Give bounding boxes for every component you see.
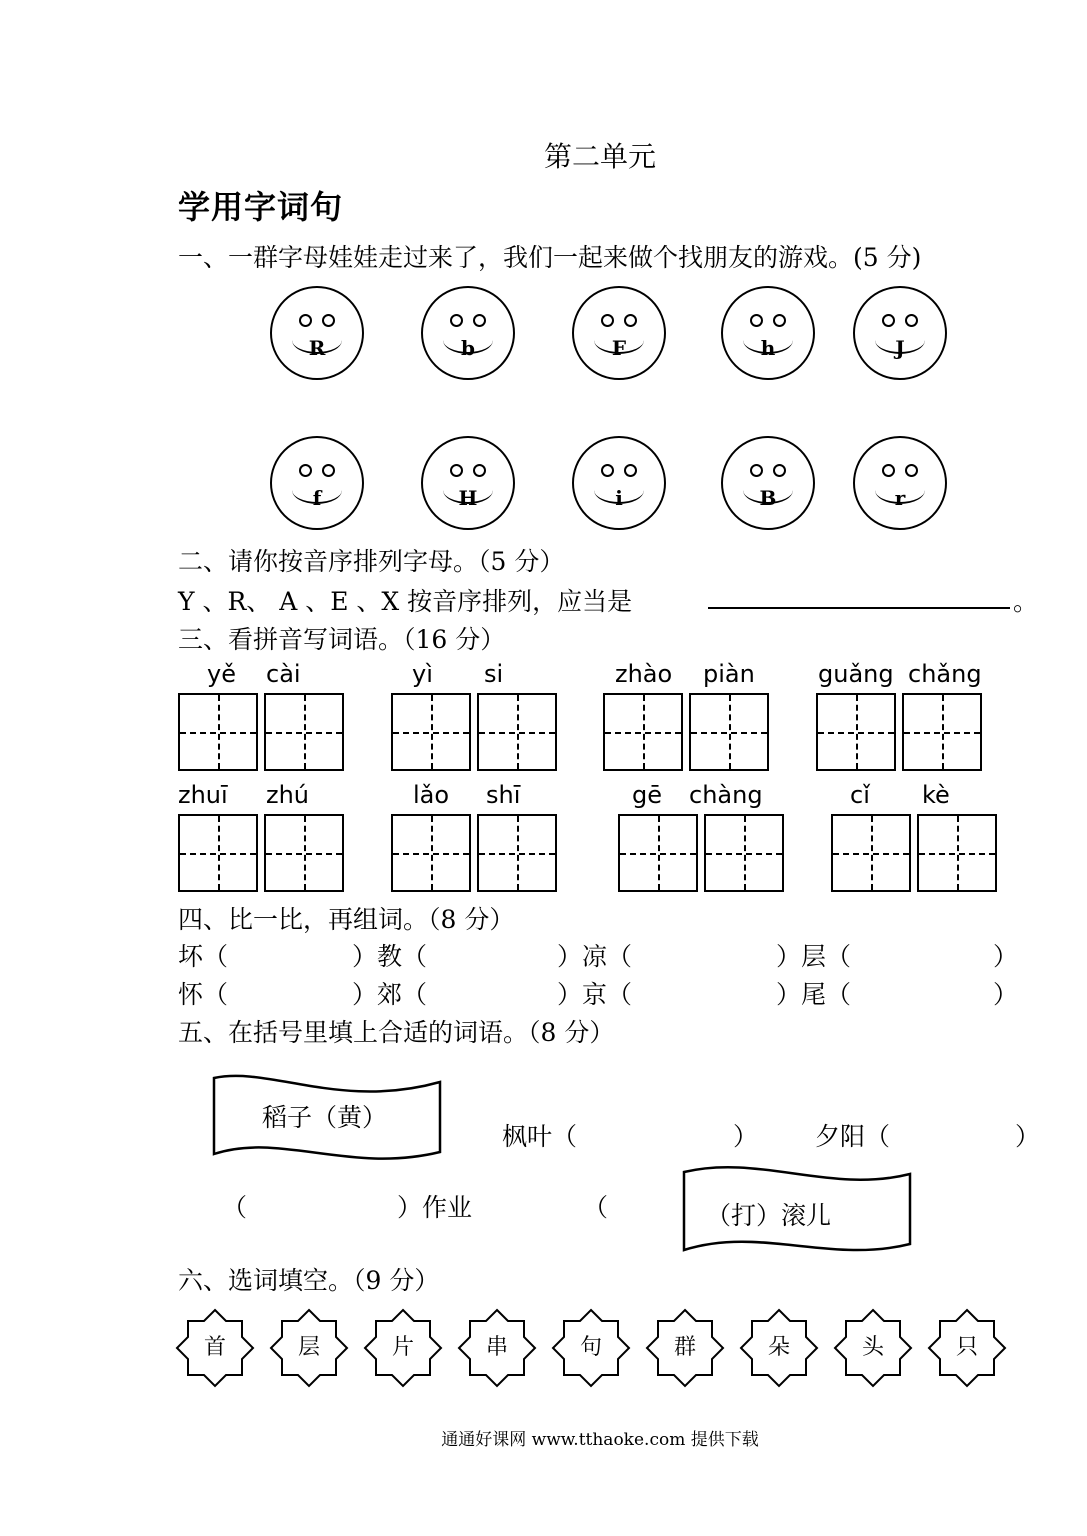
pinyin: cài [266, 660, 301, 688]
q2-prompt: 二、请你按音序排列字母。（5 分） [178, 547, 565, 576]
word-star-label: 朵 [767, 1335, 790, 1360]
footer: 通通好课网 www.tthaoke.com 提供下载 [441, 1430, 759, 1450]
smiley-face [572, 286, 666, 380]
q6-prompt: 六、选词填空。（9 分） [178, 1266, 440, 1295]
pinyin: si [484, 660, 504, 688]
writing-grid[interactable] [391, 693, 471, 771]
face-letter: J [895, 336, 905, 360]
word-star-label: 层 [297, 1335, 320, 1360]
pinyin: yì [412, 660, 433, 688]
smiley-face [270, 436, 364, 530]
word-star[interactable] [363, 1308, 443, 1388]
word-star-label: 首 [203, 1335, 226, 1360]
word-star[interactable] [551, 1308, 631, 1388]
face-letter: H [458, 486, 478, 510]
smiley-face [853, 286, 947, 380]
pinyin: zhú [266, 781, 310, 809]
q4-item: ）郊（ [352, 980, 428, 1009]
smiley-face [421, 286, 515, 380]
word-star[interactable] [833, 1308, 913, 1388]
writing-grid[interactable] [477, 814, 557, 892]
q4-prompt: 四、比一比，再组词。（8 分） [178, 905, 515, 934]
pinyin: kè [922, 781, 950, 809]
q4-item: ）教（ [352, 942, 428, 971]
word-star-label: 只 [955, 1335, 978, 1360]
face-letter: b [461, 336, 475, 360]
face-letter: B [759, 486, 777, 510]
face-letter: F [611, 336, 627, 360]
word-star[interactable] [645, 1308, 725, 1388]
pinyin: chàng [689, 781, 763, 809]
q5-prompt: 五、在括号里填上合适的词语。（8 分） [178, 1018, 615, 1047]
q5-item: ） [733, 1122, 759, 1151]
word-star-label: 句 [579, 1335, 602, 1360]
smiley-face [270, 286, 364, 380]
q4-item: 怀（ [178, 980, 229, 1009]
q4-item: 坏（ [178, 942, 229, 971]
writing-grid[interactable] [816, 693, 896, 771]
q4-item: ）尾（ [776, 980, 852, 1009]
smiley-face [421, 436, 515, 530]
unit-title: 第二单元 [543, 140, 656, 173]
banner-text: 稻子（黄） [262, 1103, 388, 1132]
word-star[interactable] [269, 1308, 349, 1388]
writing-grid[interactable] [264, 693, 344, 771]
q3-prompt: 三、看拼音写词语。（16 分） [178, 625, 506, 654]
pinyin: chǎng [908, 660, 982, 688]
face-letter: f [312, 486, 322, 510]
q4-item: ） [993, 980, 1019, 1009]
writing-grid[interactable] [391, 814, 471, 892]
face-letter: i [615, 486, 623, 510]
smiley-face [572, 436, 666, 530]
writing-grid[interactable] [704, 814, 784, 892]
writing-grid[interactable] [689, 693, 769, 771]
writing-grid[interactable] [603, 693, 683, 771]
smiley-face [721, 436, 815, 530]
face-letter: R [308, 336, 326, 360]
face-letter: h [760, 336, 776, 360]
word-star[interactable] [175, 1308, 255, 1388]
q2-end: 。 [1013, 587, 1039, 616]
pinyin: zhuī [178, 781, 228, 809]
pinyin: shī [486, 781, 521, 809]
face-letter: r [894, 486, 906, 510]
writing-grid[interactable] [477, 693, 557, 771]
q5-item: ）作业 [397, 1193, 473, 1222]
q4-item: ）京（ [557, 980, 633, 1009]
writing-grid[interactable] [264, 814, 344, 892]
q5-item: ） [1015, 1122, 1041, 1151]
section-banner: 学用字词句 [178, 188, 344, 226]
smiley-face [853, 436, 947, 530]
q5-item: （ [222, 1193, 248, 1222]
writing-grid[interactable] [917, 814, 997, 892]
pinyin: guǎng [818, 660, 894, 688]
q2-line: Y 、R、 A 、E 、X 按音序排列，应当是 [178, 587, 633, 616]
word-star-label: 串 [485, 1335, 508, 1360]
writing-grid[interactable] [902, 693, 982, 771]
banner-text: （打）滚儿 [706, 1201, 832, 1230]
pinyin: piàn [703, 660, 755, 688]
q4-item: ）层（ [776, 942, 852, 971]
q4-item: ）凉（ [557, 942, 633, 971]
writing-grid[interactable] [178, 693, 258, 771]
word-star[interactable] [927, 1308, 1007, 1388]
pinyin: zhào [615, 660, 673, 688]
q1-prompt: 一、一群字母娃娃走过来了，我们一起来做个找朋友的游戏。(5 分) [178, 243, 922, 272]
word-star-label: 片 [391, 1335, 414, 1360]
word-star[interactable] [739, 1308, 819, 1388]
q5-item: （ [583, 1193, 609, 1222]
q4-item: ） [993, 942, 1019, 971]
word-star-label: 群 [673, 1335, 696, 1360]
smiley-face [721, 286, 815, 380]
writing-grid[interactable] [831, 814, 911, 892]
pinyin: yě [207, 660, 236, 688]
writing-grid[interactable] [178, 814, 258, 892]
answer-blank[interactable] [708, 607, 1010, 609]
word-star[interactable] [457, 1308, 537, 1388]
word-star-label: 头 [861, 1335, 884, 1360]
q5-item: 夕阳（ [815, 1122, 891, 1151]
pinyin: lǎo [413, 781, 450, 809]
pinyin: gē [632, 781, 662, 809]
q5-item: 枫叶（ [502, 1122, 578, 1151]
pinyin: cǐ [850, 781, 870, 809]
writing-grid[interactable] [618, 814, 698, 892]
